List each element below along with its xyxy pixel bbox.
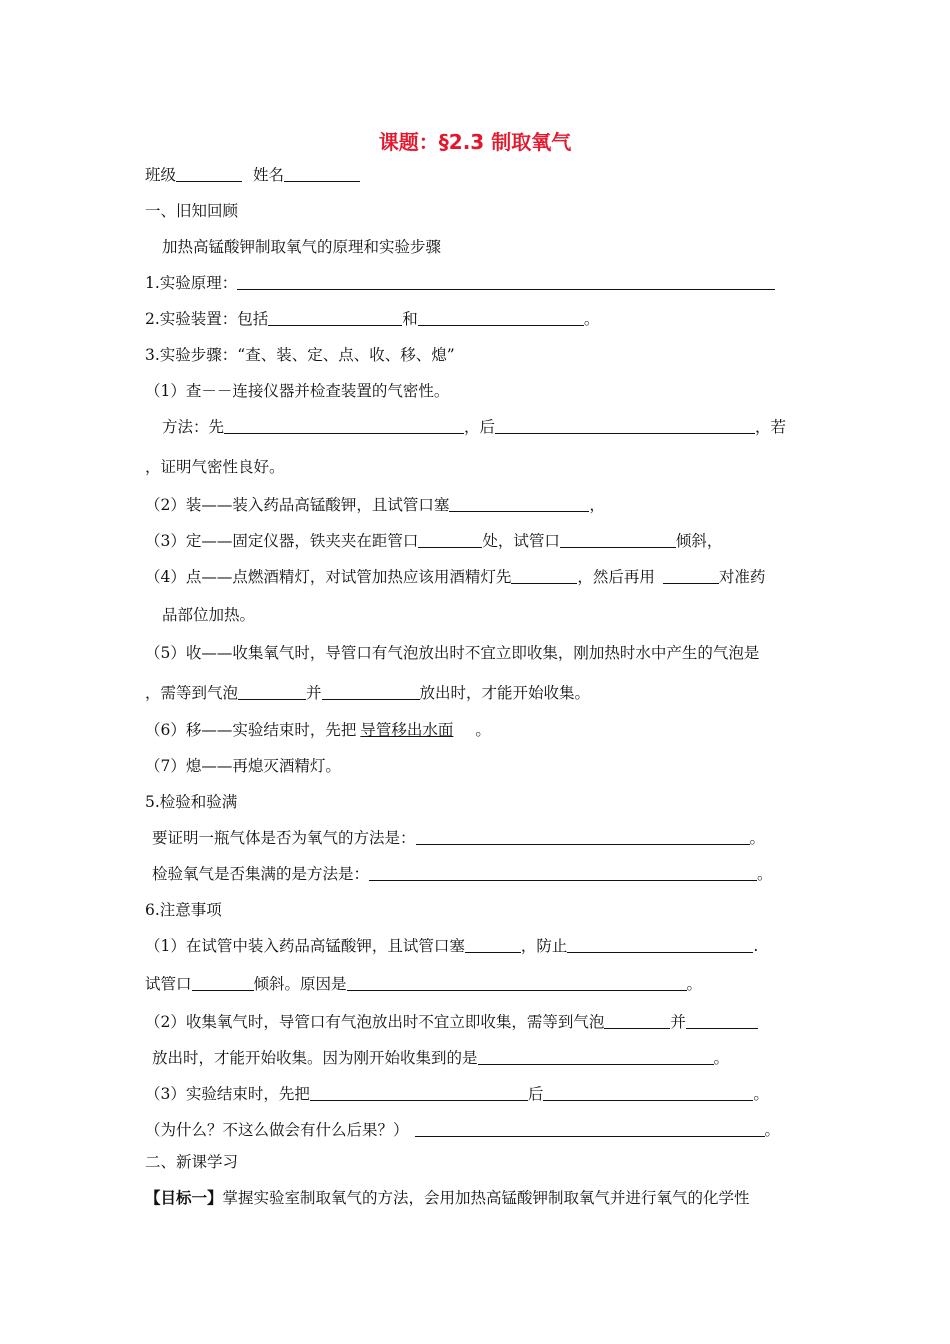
note-1 [145, 935, 758, 957]
note-1-cont [145, 973, 702, 995]
note-3-blank-2[interactable] [543, 1084, 753, 1101]
note-2-blank-2[interactable] [686, 1012, 758, 1029]
apparatus-blank-2[interactable] [418, 309, 584, 326]
step-3-blank-1[interactable] [418, 531, 482, 548]
note-1-cont-text: 试管口 [145, 975, 192, 993]
why-blank[interactable] [415, 1120, 765, 1137]
note-2 [145, 1011, 758, 1033]
apparatus-end: 。 [583, 310, 600, 328]
step-2-blank[interactable] [449, 495, 589, 512]
step-4-text: （4）点——点燃酒精灯，对试管加热应该用酒精灯先 [145, 568, 512, 586]
step-7: （7）熄——再熄灭酒精灯。 [145, 757, 341, 775]
steps-heading: 3.实验步骤：“查、装、定、点、收、移、熄” [145, 346, 455, 364]
header-line [145, 164, 360, 186]
note-1-cont-end: 。 [686, 975, 703, 993]
step-4-blank-1[interactable] [511, 567, 577, 584]
note-3-blank-1[interactable] [310, 1084, 528, 1101]
note-1-blank-1[interactable] [465, 936, 521, 953]
check-2-blank[interactable] [369, 864, 757, 881]
step-5-cont [145, 682, 590, 704]
step-6-text: （6）移——实验结束时，先把 [145, 721, 357, 739]
note-1-cont-mid: 倾斜。原因是 [253, 975, 347, 993]
note-2-cont-end: 。 [713, 1049, 730, 1067]
step-5-blank-2[interactable] [322, 683, 420, 700]
step-3-mid: 处，试管口 [482, 532, 560, 550]
check-1-end: 。 [749, 829, 766, 847]
apparatus-line [145, 308, 599, 330]
check-1-blank[interactable] [416, 828, 750, 845]
note-1-text: （1）在试管中装入药品高锰酸钾，且试管口塞 [145, 937, 465, 955]
step-5-mid: 并 [306, 684, 322, 702]
check-1 [152, 827, 765, 849]
principle-line [145, 272, 775, 294]
step-4-blank-2[interactable] [663, 567, 719, 584]
section-review: 一、旧知回顾 [145, 202, 239, 220]
note-2-text: （2）收集氧气时，导管口有气泡放出时不宜立即收集，需等到气泡 [145, 1013, 605, 1031]
step-2 [145, 494, 605, 516]
note-2-cont [152, 1047, 729, 1069]
method-blank-2[interactable] [495, 417, 755, 434]
step-5: （5）收——收集氧气时，导管口有气泡放出时不宜立即收集，刚加热时水中产生的气泡是 [145, 644, 760, 662]
apparatus-label: 2.实验装置：包括 [145, 310, 269, 328]
method-after: ，后 [464, 418, 496, 436]
goal-text: 掌握实验室制取氧气的方法，会用加热高锰酸钾制取氧气并进行氧气的化学性 [222, 1189, 750, 1207]
step-4-mid: ，然后再用 [577, 568, 655, 586]
check-2-end: 。 [757, 865, 773, 883]
name-label: 姓名 [252, 166, 284, 184]
step-4 [145, 566, 765, 588]
note-3-end: 。 [753, 1085, 769, 1103]
page-title: 课题：§2.3 制取氧气 [378, 130, 572, 154]
note-1-blank-3[interactable] [192, 974, 254, 991]
method-line [162, 416, 786, 438]
why-text: （为什么？不这么做会有什么后果？） [145, 1121, 409, 1139]
note-2-cont-text: 放出时，才能开始收集。因为刚开始收集到的是 [152, 1049, 478, 1067]
note-3 [145, 1083, 769, 1105]
step-6 [145, 719, 491, 741]
step-4-cont: 品部位加热。 [162, 606, 256, 624]
method-if: ，若 [755, 418, 787, 436]
method-label: 方法：先 [162, 418, 225, 436]
step-5-cont-text: ，需等到气泡 [145, 684, 239, 702]
class-label: 班级 [145, 166, 177, 184]
principle-blank[interactable] [237, 273, 775, 290]
step-5-blank-1[interactable] [238, 683, 306, 700]
method-blank-1[interactable] [224, 417, 464, 434]
step-6-end: 。 [475, 721, 491, 739]
check-1-text: 要证明一瓶气体是否为氧气的方法是： [152, 829, 416, 847]
apparatus-and: 和 [402, 310, 418, 328]
step-2-text: （2）装——装入药品高锰酸钾，且试管口塞 [145, 496, 450, 514]
goal-line [145, 1187, 750, 1209]
note-1-mid: ，防止 [520, 937, 568, 955]
note-1-blank-2[interactable] [567, 936, 753, 953]
name-blank[interactable] [284, 165, 360, 182]
note-2-blank-3[interactable] [478, 1048, 714, 1065]
step-3-end: 倾斜， [675, 532, 723, 550]
note-3-mid: 后 [527, 1085, 544, 1103]
notes-heading: 6.注意事项 [145, 901, 222, 919]
note-1-end: . [753, 937, 759, 955]
step-1: （1）查－－连接仪器并检查装置的气密性。 [145, 382, 450, 400]
step-6-answer: 导管移出水面 [360, 721, 454, 739]
goal-tag: 【目标一】 [145, 1188, 223, 1207]
note-2-mid: 并 [670, 1013, 686, 1031]
apparatus-blank-1[interactable] [268, 309, 402, 326]
step-3 [145, 530, 722, 552]
why-end: 。 [764, 1121, 781, 1139]
why-line [145, 1119, 780, 1141]
step-4-end: 对准药 [718, 568, 766, 586]
step-3-text: （3）定——固定仪器，铁夹夹在距管口 [145, 532, 419, 550]
note-1-blank-4[interactable] [347, 974, 687, 991]
section-new: 二、新课学习 [145, 1153, 239, 1171]
step-5-end: 放出时，才能开始收集。 [419, 684, 591, 702]
check-heading: 5.检验和验满 [145, 793, 238, 811]
note-2-blank-1[interactable] [604, 1012, 670, 1029]
intro-text: 加热高锰酸钾制取氧气的原理和实验步骤 [162, 238, 442, 256]
method-end: ，证明气密性良好。 [145, 458, 285, 476]
note-3-text: （3）实验结束时，先把 [145, 1085, 310, 1103]
check-2 [152, 863, 773, 885]
check-2-text: 检验氧气是否集满的是方法是： [152, 865, 370, 883]
principle-label: 1.实验原理： [145, 274, 238, 292]
step-2-end: ， [589, 496, 605, 514]
class-blank[interactable] [176, 165, 242, 182]
step-3-blank-2[interactable] [560, 531, 676, 548]
